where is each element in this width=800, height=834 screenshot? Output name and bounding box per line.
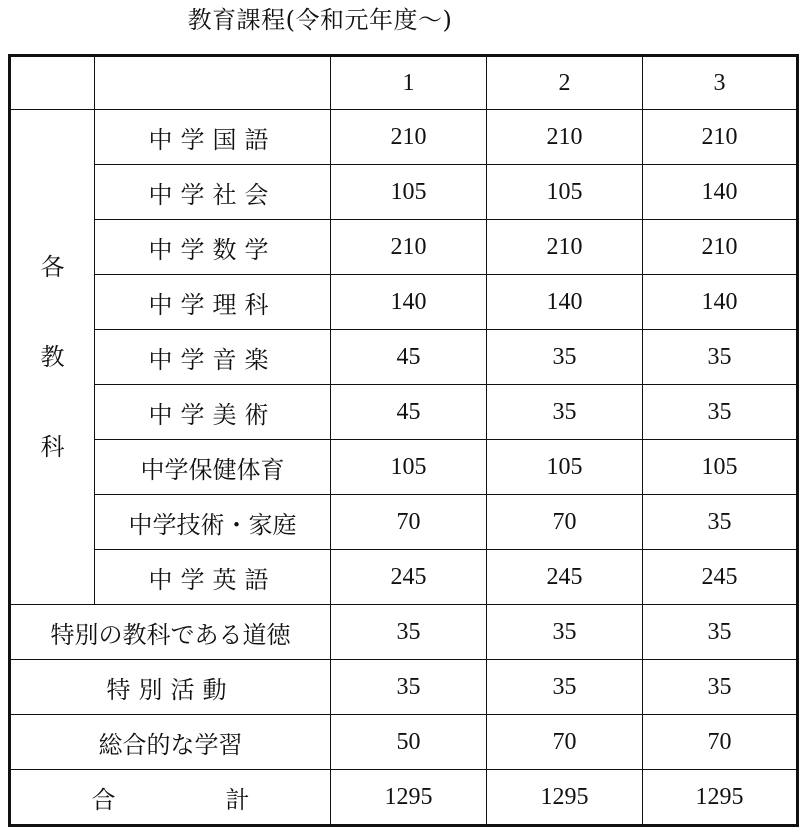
hours-cell: 70: [331, 495, 487, 550]
page-title: 教育課程(令和元年度～): [187, 6, 453, 34]
hours-cell: 70: [487, 495, 643, 550]
hours-cell: 210: [487, 220, 643, 275]
hours-cell: 35: [487, 330, 643, 385]
hours-cell: 210: [331, 220, 487, 275]
table-row: [10, 715, 798, 770]
header-cell-blank-2: [95, 56, 331, 110]
subject-name: 中学数学: [95, 220, 331, 275]
table-row: [10, 110, 798, 165]
hours-cell: 35: [487, 660, 643, 715]
subject-name: 中学音楽: [95, 330, 331, 385]
total-label: 合 計: [10, 770, 331, 826]
hours-cell: 35: [487, 605, 643, 660]
hours-cell: 140: [643, 165, 798, 220]
hours-cell: 35: [643, 385, 798, 440]
table-row: [10, 220, 798, 275]
hours-cell: 105: [331, 165, 487, 220]
hours-cell: 45: [331, 330, 487, 385]
subject-name: 中学社会: [95, 165, 331, 220]
header-grade-3: 3: [643, 56, 798, 110]
hours-cell: 210: [487, 110, 643, 165]
hours-cell: 50: [331, 715, 487, 770]
table-row: [10, 495, 798, 550]
hours-cell: 70: [643, 715, 798, 770]
hours-cell: 245: [331, 550, 487, 605]
hours-cell: 35: [487, 385, 643, 440]
subject-name: 中学美術: [95, 385, 331, 440]
subject-name: 中学国語: [95, 110, 331, 165]
subject-name: 中学保健体育: [95, 440, 331, 495]
hours-cell: 210: [643, 220, 798, 275]
hours-cell: 35: [643, 330, 798, 385]
total-cell: 1295: [643, 770, 798, 826]
table-header-row: [10, 56, 798, 110]
hours-cell: 210: [643, 110, 798, 165]
header-grade-2: 2: [487, 56, 643, 110]
subject-name: 中学技術・家庭: [95, 495, 331, 550]
hours-cell: 35: [331, 605, 487, 660]
table-row: [10, 660, 798, 715]
table-row: [10, 275, 798, 330]
table-row: [10, 605, 798, 660]
hours-cell: 35: [643, 660, 798, 715]
subject-name: 中学理科: [95, 275, 331, 330]
table-row: [10, 330, 798, 385]
hours-cell: 105: [331, 440, 487, 495]
activity-name: 特別活動: [10, 660, 331, 715]
hours-cell: 105: [487, 165, 643, 220]
table-row: [10, 385, 798, 440]
hours-cell: 140: [487, 275, 643, 330]
hours-cell: 70: [487, 715, 643, 770]
hours-cell: 245: [643, 550, 798, 605]
total-row: [10, 770, 798, 826]
hours-cell: 105: [487, 440, 643, 495]
total-cell: 1295: [487, 770, 643, 826]
header-grade-1: 1: [331, 56, 487, 110]
table-row: [10, 440, 798, 495]
hours-cell: 245: [487, 550, 643, 605]
curriculum-table: [8, 54, 799, 827]
hours-cell: 210: [331, 110, 487, 165]
hours-cell: 140: [331, 275, 487, 330]
hours-cell: 35: [643, 605, 798, 660]
subject-name: 中学英語: [95, 550, 331, 605]
subjects-group-label: 各 教 科: [10, 110, 95, 605]
activity-name: 総合的な学習: [10, 715, 331, 770]
hours-cell: 45: [331, 385, 487, 440]
table-row: [10, 165, 798, 220]
hours-cell: 105: [643, 440, 798, 495]
hours-cell: 140: [643, 275, 798, 330]
activity-name: 特別の教科である道徳: [10, 605, 331, 660]
hours-cell: 35: [643, 495, 798, 550]
table-row: [10, 550, 798, 605]
header-cell-blank-1: [10, 56, 95, 110]
total-cell: 1295: [331, 770, 487, 826]
hours-cell: 35: [331, 660, 487, 715]
